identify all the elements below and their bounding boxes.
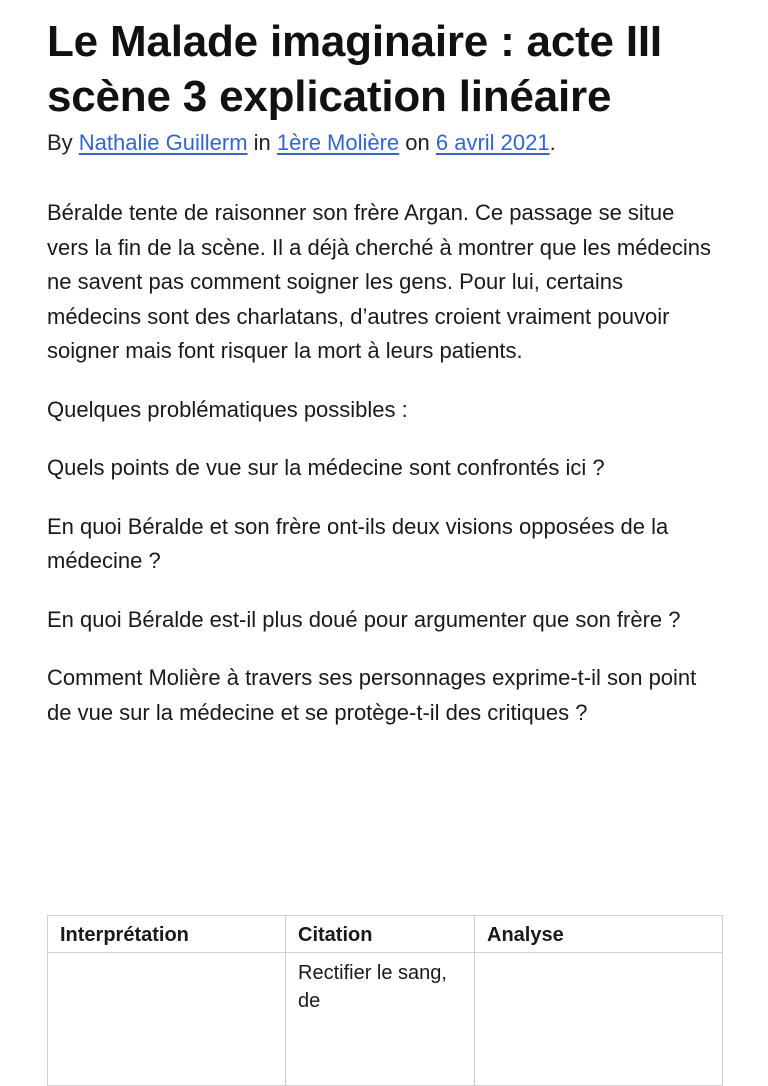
header-analyse: Analyse: [475, 916, 723, 953]
table-header-row: [48, 916, 723, 953]
analysis-table: [47, 915, 723, 1086]
byline-end: .: [549, 130, 556, 155]
byline-in: in: [247, 130, 277, 155]
byline-by: By: [47, 130, 79, 155]
question-paragraph: Comment Molière à travers ses personnages exprime-t-il son point de vue sur la médecine et se protège-t-il des critiques ?: [47, 665, 697, 725]
cell-interpretation: [48, 953, 286, 1086]
question-paragraph: En quoi Béralde est-il plus doué pour argumenter que son frère ?: [47, 606, 681, 632]
intro-paragraph: Béralde tente de raisonner son frère Argan. Ce passage se situe vers la fin de la scène. Il a déjà cherché à montrer que les médecins ne savent pas comment soigner les gens. Pour lui, certains médecins sont des charlatans, d’autres croient vraiment pouvoir soigner mais font risquer la mort à leurs patients.: [47, 200, 712, 363]
cell-citation: Rectifier le sang, de: [286, 953, 475, 1086]
category-link[interactable]: 1ère Molière: [276, 130, 400, 155]
author-link[interactable]: Nathalie Guillerm: [78, 130, 248, 155]
problematics-heading: Quelques problématiques possibles :: [47, 396, 408, 422]
cell-analyse: [475, 953, 723, 1086]
question-paragraph: En quoi Béralde et son frère ont-ils deux visions opposées de la médecine ?: [47, 513, 669, 573]
article-title: Le Malade imaginaire : acte III scène 3 explication linéaire: [47, 17, 662, 121]
date-link[interactable]: 6 avril 2021: [435, 130, 550, 155]
header-citation: Citation: [286, 916, 475, 953]
question-paragraph: Quels points de vue sur la médecine sont confrontés ici ?: [47, 455, 605, 480]
header-interpretation: Interprétation: [48, 916, 286, 953]
byline-on: on: [399, 130, 436, 155]
table-row: [48, 953, 723, 1086]
byline: [47, 127, 722, 159]
